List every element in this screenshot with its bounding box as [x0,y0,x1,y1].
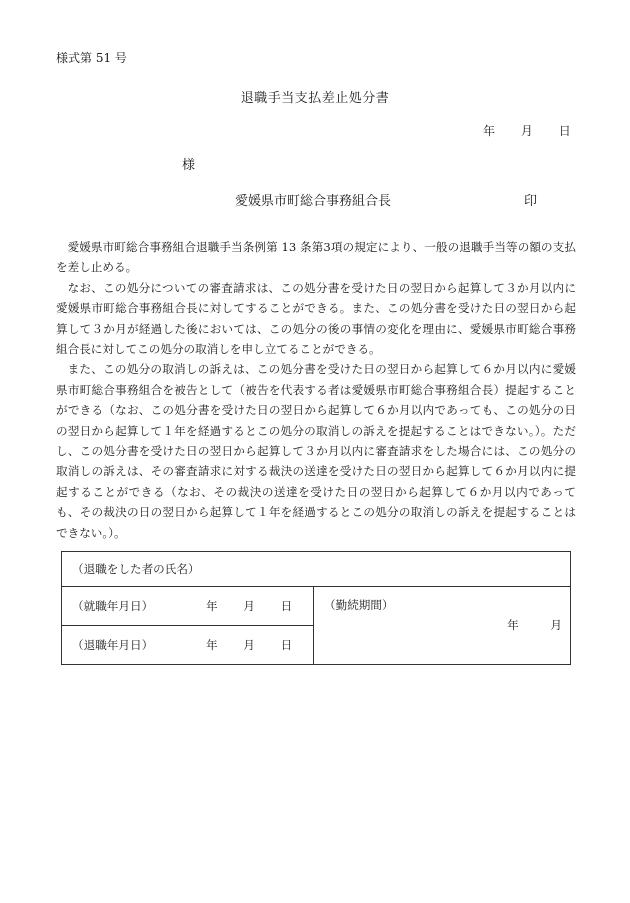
body-paragraph: 愛媛県市町総合事務組合退職手当条例第 13 条第3項の規定により、一般の退職手当等の額の支払を差し止める。 [56,240,576,275]
hire-date-month: 月 [243,599,255,613]
hire-date-label: （就職年月日） [72,599,154,613]
retire-date-month: 月 [243,638,255,652]
body-paragraph: また、この処分の取消しの訴えは、この処分書を受けた日の翌日から起算して６か月以内に愛媛県市町総合事務組合を被告として（被告を代表する者は愛媛県市町総合事務組合長）提起することができる（なお、この処分書を受けた日の翌日から起算して６か月以内であっても、この処分の日の翌日から起算して１年を経過するとこの処分の取消しの訴えを提起することはできない。）。ただし、この処分書を受けた日の翌日から起算して３か月以内に審査請求をした場合には、この処分の取消しの訴えは、その審査請求に対する裁決の送達を受けた日の翌日から起算して６か月以内に提起することができる（なお、その裁決の送達を受けた日の翌日から起算して６か月以内であっても、その裁決の日の翌日から起算して１年を経過するとこの処分の取消しの訴えを提起することはできない。）。 [56,362,576,540]
retire-date-year: 年 [206,638,218,652]
recipient-suffix: 様 [182,158,196,173]
retire-date-cell [62,626,314,665]
retiree-name-label: （退職をした者の氏名） [72,562,200,576]
tenure-label: （勤続期間） [324,598,394,612]
hire-date-day: 日 [280,599,293,613]
issue-date-year: 年 [483,124,496,138]
tenure-month: 月 [550,618,562,632]
issue-date-day: 日 [558,124,571,138]
issue-date-line [483,122,571,139]
document-title: 退職手当支払差止処分書 [240,91,390,106]
seal-mark: 印 [524,194,538,209]
body-paragraph: なお、この処分についての審査請求は、この処分書を受けた日の翌日から起算して３か月以内に愛媛県市町総合事務組合長に対してすることができる。また、この処分書を受けた日の翌日から起算して３か月が経過した後においては、この処分の後の事情の変化を理由に、愛媛県市町総合事務組合長に対してこの処分の取消しを申し立てることができる。 [56,280,576,357]
issuer-name: 愛媛県市町総合事務組合長 [235,194,392,209]
retiree-name-cell [62,552,571,587]
hire-date-cell [62,587,314,626]
form-number: 様式第 51 号 [56,51,127,65]
issue-date-month: 月 [520,124,533,138]
retire-date-label: （退職年月日） [72,638,154,652]
tenure-year: 年 [507,618,519,632]
hire-date-year: 年 [206,599,218,613]
body-text [56,237,576,543]
retire-date-day: 日 [280,638,293,652]
tenure-cell [314,587,571,665]
retiree-info-table [61,551,571,665]
